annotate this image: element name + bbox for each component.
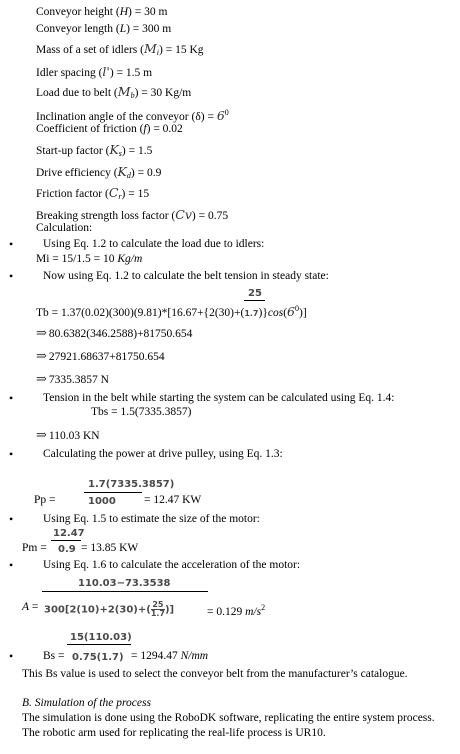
equation: 300[2(10)+2(30)+( [44,604,151,616]
value: ) = 0.02 [146,123,183,135]
a-numerator: 110.03−73.3538 [78,578,171,589]
param-idler-spacing [36,65,152,80]
equals: = [29,601,39,613]
param-friction-factor [36,186,149,203]
step-2-text: Now using Eq. 1.2 to calculate the belt tension in steady state: [43,270,329,282]
bullet-icon: • [9,512,14,526]
bs-note: This Bs value is used to select the conveyor belt from the manufacturer’s catalogue. [22,668,408,680]
param-friction-coefficient [36,123,183,136]
symbol: l' [102,64,110,79]
value: = 0.129 [207,606,246,618]
pp-numerator: 1.7(7335.3857) [88,479,175,490]
label: Start-up factor ( [36,145,110,157]
implies-arrow-icon: ⇒ [36,427,47,442]
pm-lhs: Pm = [22,542,47,554]
equation: Tb = 1.37(0.02)(300)(9.81)*[16.67+{2(30)+( [36,307,245,319]
label: Inclination angle of the conveyor (δ) = [36,111,217,123]
step-6-text: Using Eq. 1.6 to calculate the acceleration of the motor: [43,559,301,571]
pp-fraction-bar [84,492,142,493]
label: Breaking strength loss factor ( [36,210,176,222]
pm-result: = 13.85 KW [81,542,139,554]
symbol: L [119,23,127,35]
value: 7335.3857 N [48,374,109,386]
label: Friction factor ( [36,188,109,200]
bullet-icon: • [9,237,14,251]
pp-denominator: 1000 [88,496,116,507]
a-fraction-bar [42,591,208,592]
value: 110.03 KN [48,430,100,442]
subscript: s [118,149,122,158]
value: ) = 0.9 [130,167,162,179]
symbol: M [143,41,157,56]
param-conveyor-length [36,23,171,36]
subscript: r [118,192,122,201]
angle: 6 [287,304,295,319]
equation: Mi = 15/1.5 = 10 [36,253,118,265]
symbol: C [108,185,119,200]
symbol: M [117,84,131,99]
inner-numerator: 25 [152,600,164,609]
bullet-icon: • [9,269,14,283]
value: ) = 30 m [128,6,168,18]
symbol: K [117,164,127,179]
step-3-text: Tension in the belt while starting the system can be calculated using Eq. 1.4: [43,392,395,404]
value: ) = 30 Kg/m [134,87,192,99]
tb-fraction-numerator: 25 [248,288,262,299]
a-denominator [44,601,174,618]
tbs-line-1: Tbs = 1.5(7335.3857) [91,406,192,418]
subscript: d [126,171,131,180]
pp-lhs: Pp = [34,494,56,506]
superscript: 0 [294,304,299,313]
unit: Kg/m [117,253,143,265]
unit: m/s [245,606,262,618]
bs-numerator: 15(110.03) [70,632,132,643]
label: Idler spacing ( [36,67,103,79]
label: Load due to belt ( [36,87,118,99]
value: 27921.68637+81750.654 [48,351,165,363]
pm-numerator: 12.47 [53,528,85,539]
cos-function: cos [267,307,284,319]
label: Mass of a set of idlers ( [36,44,144,56]
paren: )] [298,307,307,319]
subscript: i [156,48,159,57]
equation: )] [164,604,175,616]
section-b-paragraph-2: The robotic arm used for replicating the real-life process is UR10. [22,727,326,739]
value: ) = 1.5 [121,145,153,157]
bullet-icon: • [9,649,14,663]
tb-line-3 [36,349,165,364]
label: Conveyor length ( [36,23,120,35]
tb-line-2 [36,326,192,341]
step-4-text: Calculating the power at drive pulley, using Eq. 1.3: [43,448,283,460]
pm-fraction-bar [51,540,81,541]
value: = 1294.47 [131,650,181,662]
param-idler-mass [36,42,204,59]
superscript: 0 [224,108,229,117]
calculation-heading: Calculation: [36,222,93,234]
param-conveyor-height [36,6,167,19]
param-drive-efficiency [36,165,161,182]
section-b-paragraph-1: The simulation is done using the RoboDK software, replicating the entire system process. [22,712,435,724]
a-lhs [22,601,38,614]
symbol: H [119,6,128,18]
pp-result: = 12.47 KW [144,494,202,506]
bullet-icon: • [9,558,14,572]
bs-denominator: 0.75(1.7) [72,652,124,663]
value: ) = 1.5 m [109,67,153,79]
implies-arrow-icon: ⇒ [36,348,47,363]
param-startup-factor [36,143,152,160]
step-5-text: Using Eq. 1.5 to estimate the size of the motor: [43,513,260,525]
section-b-heading: B. Simulation of the process [22,697,151,709]
step-1-text: Using Eq. 1.2 to calculate the load due to idlers: [43,238,265,250]
bs-lhs: Bs = [43,650,65,662]
symbol: f [143,123,147,135]
tb-equation [36,302,307,320]
subscript: b [130,91,135,100]
a-result [207,601,265,619]
fraction-denominator: 1.7 [244,309,259,318]
symbol: K [109,142,119,157]
inner-denominator: 1.7 [150,609,165,618]
unit: N/mm [180,650,209,662]
value: ) = 0.75 [191,210,229,222]
param-inclination [36,106,229,124]
step-1-result [36,253,142,266]
equation: )} [258,307,268,319]
param-belt-load [36,85,191,102]
bs-result [131,650,208,663]
label: Drive efficiency ( [36,167,118,179]
label: Coefficient of friction ( [36,123,144,135]
superscript: 2 [261,603,266,612]
value: ) = 300 m [126,23,172,35]
pm-denominator: 0.9 [58,544,76,555]
implies-arrow-icon: ⇒ [36,371,47,386]
value: ) = 15 [121,188,150,200]
param-breaking-strength [36,208,228,223]
tb-fraction-bar [244,300,265,301]
bullet-icon: • [9,447,14,461]
tbs-line-2 [36,428,100,443]
bs-fraction-bar [67,644,131,645]
bullet-icon: • [9,391,14,405]
tb-line-4 [36,372,109,387]
implies-arrow-icon: ⇒ [36,325,47,340]
value: 6 [216,108,225,123]
paren: ( [283,307,288,319]
value: ) = 15 Kg [159,44,204,56]
symbol: A [22,601,30,613]
label: Conveyor height ( [36,6,120,18]
symbol: Cv [175,207,192,222]
value: 80.6382(346.2588)+81750.654 [48,328,193,340]
